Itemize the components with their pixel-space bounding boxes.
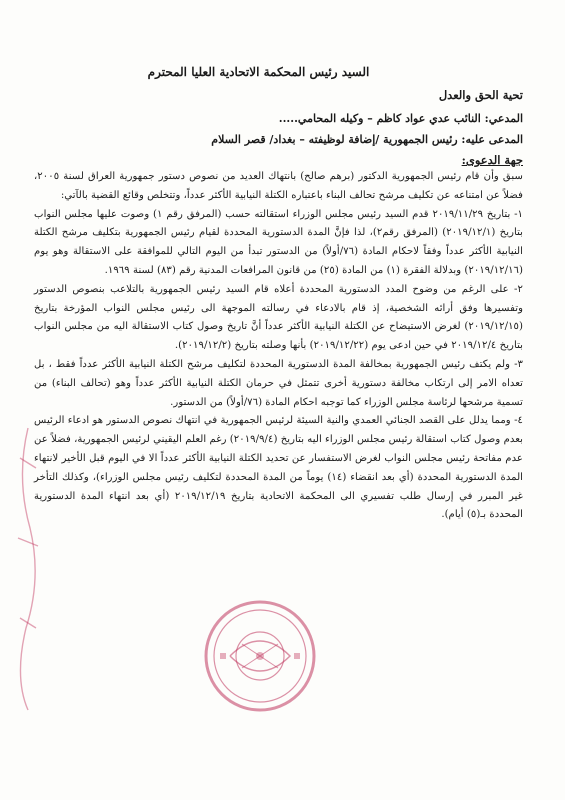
subject-heading: جهة الدعوى: [461, 153, 523, 167]
plaintiff-line: المدعي: النائب عدي عواد كاظم – وكيله المحامي..... [278, 112, 523, 125]
ink-seal-stamp [200, 596, 320, 716]
defendant-line: المدعى عليه: رئيس الجمهورية /إضافة لوظيفته – بغداد/ قصر السلام [211, 133, 523, 146]
document-body [34, 64, 523, 525]
paragraph-4: ٤- ومما يدلل على القصد الجنائي العمدي والنية السيئة لرئيس الجمهورية في انتهاك نصوص الدستور هو ادعاء الرئيس بعدم وصول كتاب استقالة رئيس مجلس الوزراء اليه بتاريخ (٢٠١٩/٩/٤) رغم العلم اليقيني لرئيس الجمهورية، فضلاً عن عدم مفاتحة رئيس مجلس النواب لغرض الاستفسار عن تحديد الكتلة النيابية الأكثر عدداً الا في اليوم قبل الأخير لانتهاء المدة الدستورية المحددة (أي بعد انقضاء (١٤) يوماً من المدة المحددة لتكليف رئيس مجلس الوزراء)، وكذلك التأخر غير المبرر في إرسال طلب تفسيري الى المحكمة الاتحادية بتاريخ ٢٠١٩/١٢/١٩ (أي بعد انتهاء المدة الدستورية المحددة بـ(٥) أيام). [34, 415, 524, 521]
addressee-heading: السيد رئيس المحكمة الاتحادية العليا المحترم [147, 65, 370, 79]
paragraph-2: ٢- على الرغم من وضوح المدد الدستورية المحددة أعلاه قام السيد رئيس الجمهورية بالتلاعب بنصوص الدستور وتفسيرها وفق أرائه الشخصية، إذ قام بالادعاء في رسالته الموجهة الى رئيس مجلس النواب المؤرخة بتاريخ (٢٠١٩/١٢/١٥) لغرض الاستيضاح عن الكتلة النيابية الأكثر عدداً أنَّ تاريخ وصول كتاب الاستقالة اليه من مجلس النواب بتاريخ ٢٠١٩/١٢/٤ في حين ادعى يوم (٢٠١٩/١٢/٢٢) بأنها وصلته بتاريخ (٢٠١٩/١٢/٢). [34, 283, 523, 352]
greeting-line: تحية الحق والعدل [438, 88, 523, 102]
paragraph-3: ٣- ولم يكتف رئيس الجمهورية بمخالفة المدة الدستورية المحددة لتكليف مرشح الكتلة النيابية الأكثر عدداً فقط ، بل تعداه الامر إلى ارتكاب مخالفة دستورية أخرى تتمثل في حرمان الكتلة النيابية الأكثر عدداً وهو (تحالف البناء) من تسمية مرشحها لرئاسة مجلس الوزراء كما توجبه احكام المادة (٧٦/أولاً) من الدستور. [34, 358, 523, 408]
paragraph-1: ١- بتاريخ ٢٠١٩/١١/٢٩ قدم السيد رئيس مجلس الوزراء استقالته حسب (المرفق رقم ١) وصوت عليها مجلس النواب بتاريخ (٢٠١٩/١٢/١) (المرفق رقم٢)، لذا فإنَّ المدة الدستورية المحددة لقيام رئيس الجمهورية بتكليف مرشح الكتلة النيابية الأكثر عدداً وفقاً لاحكام المادة (٧٦/أولاً) من الدستور تبدأ من اليوم التالي للموافقة على الاستقالة وهو يوم (٢٠١٩/١٢/١٦) وبدلالة الفقرة (١) من المادة (٢٥) من قانون المرافعات المدنية رقم (٨٣) لسنة ١٩٦٩. [34, 208, 524, 276]
paragraph-intro: سبق وأن قام رئيس الجمهورية الدكتور (برهم صالح) بانتهاك العديد من نصوص دستور جمهورية العراق لسنة ٢٠٠٥، فضلاً عن امتناعه عن تكليف مرشح تحالف البناء باعتباره الكتلة النيابية الأكثر عدداً، وتتخلص وقائع القضية بالآتي: [34, 171, 523, 201]
